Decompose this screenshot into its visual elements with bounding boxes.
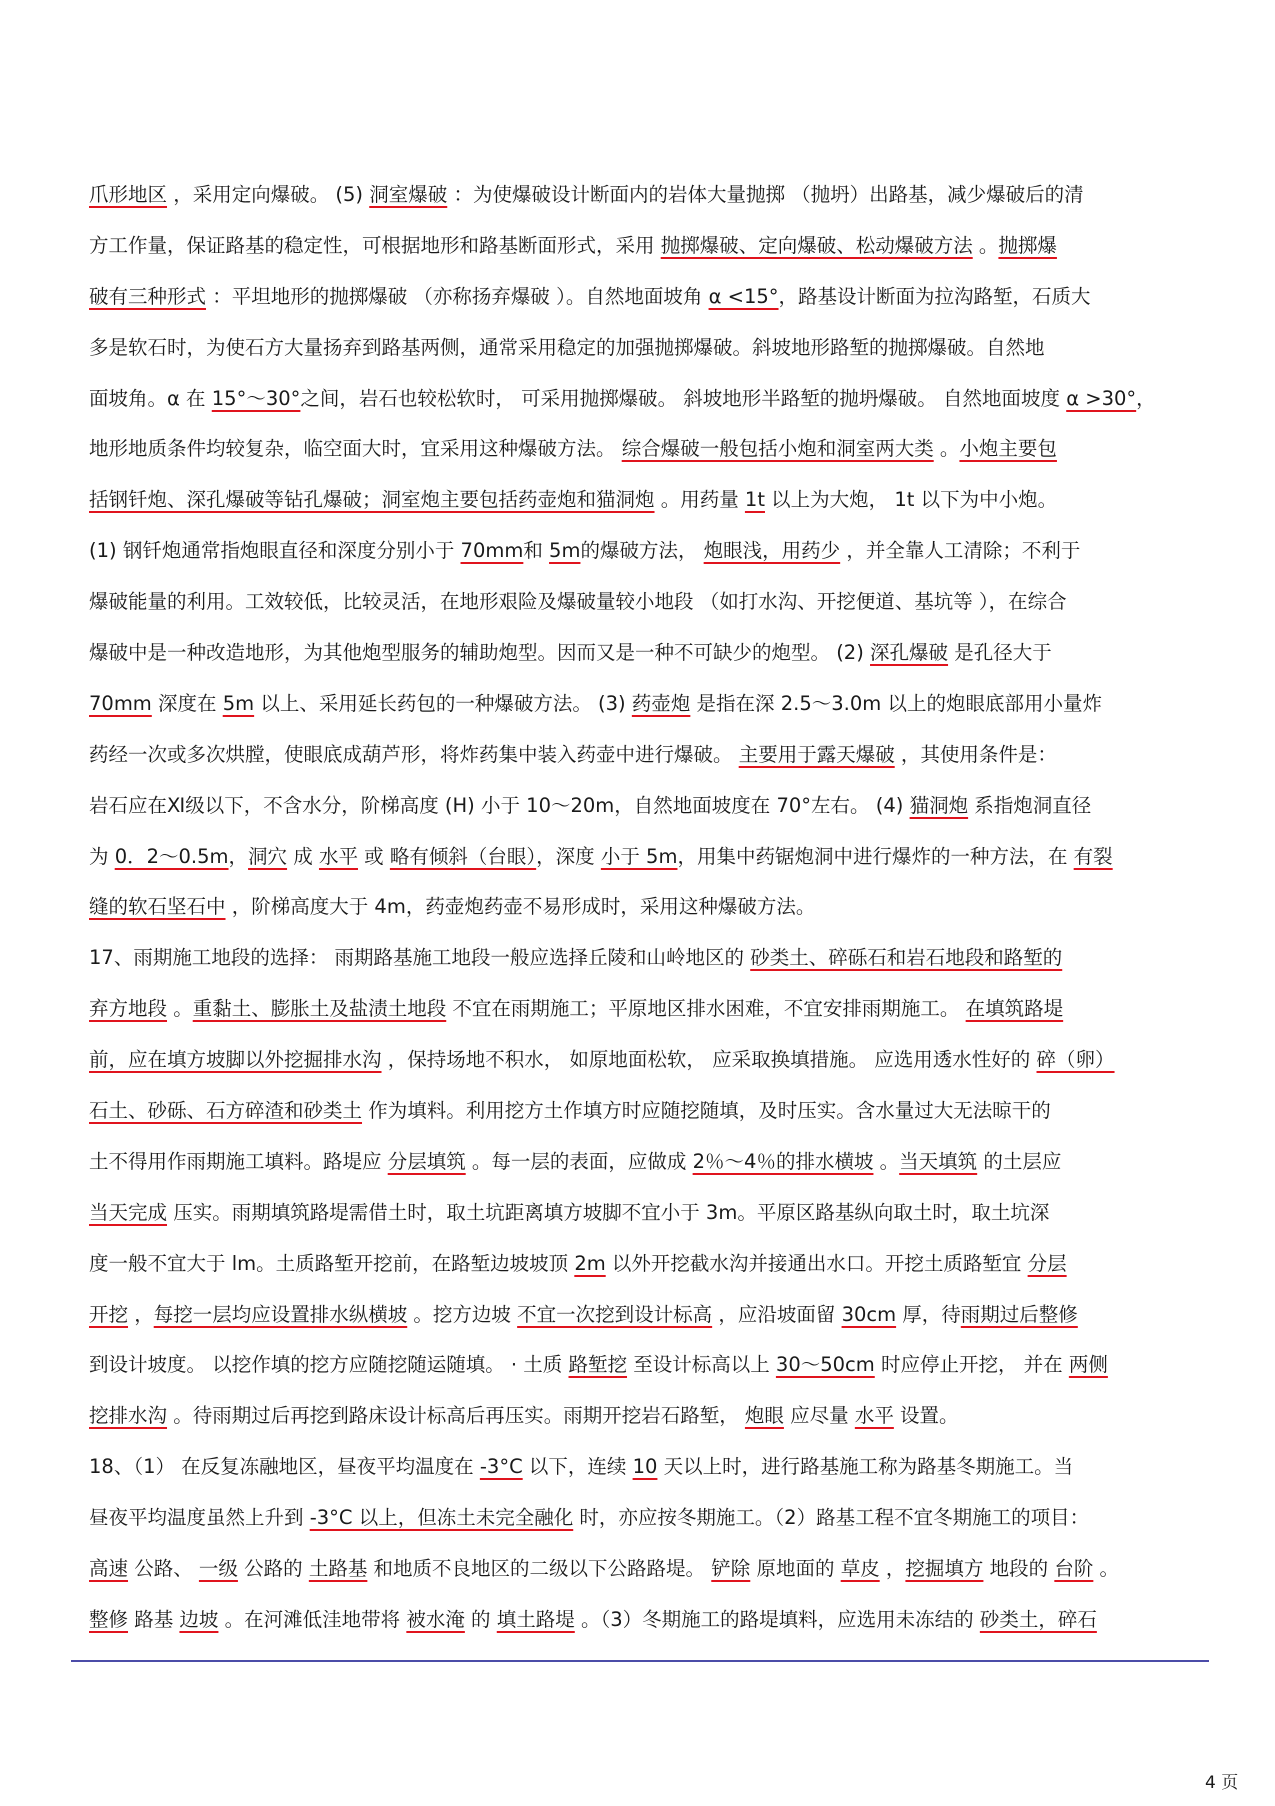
underlined-answer: 5m bbox=[222, 691, 255, 715]
text-line bbox=[89, 475, 1189, 526]
underlined-answer: α <15° bbox=[708, 284, 779, 308]
text-segment: 的 bbox=[464, 1607, 497, 1631]
underlined-answer: 洞室爆破 bbox=[369, 183, 448, 206]
text-segment: 以外开挖截水沟并接通出水口。开挖土质路堑宜 bbox=[605, 1251, 1028, 1275]
text-segment: 成 bbox=[287, 844, 319, 868]
text-segment: 以下，连续 bbox=[522, 1455, 633, 1479]
document-body bbox=[89, 170, 1189, 1646]
text-line bbox=[89, 1442, 1189, 1493]
text-line bbox=[89, 1239, 1189, 1290]
underlined-answer: 综合爆破一般包括小炮和洞室两大类 bbox=[621, 437, 934, 461]
text-segment: 岩石应在Ⅺ级以下，不含水分，阶梯高度 (H) 小于 10～20m，自然地面坡度在 70°左右。 (4) bbox=[89, 793, 910, 817]
text-segment: 应尽量 bbox=[783, 1404, 855, 1428]
text-line bbox=[89, 577, 1189, 628]
text-segment: ，用集中药锯炮洞中进行爆炸的一种方法，在 bbox=[677, 844, 1074, 868]
text-line bbox=[89, 1595, 1189, 1646]
text-segment: 。（3）冬期施工的路堤填料，应选用未冻结的 bbox=[574, 1607, 980, 1631]
text-segment: 是孔径大于 bbox=[948, 641, 1052, 665]
text-segment: 的爆破方法， bbox=[580, 539, 704, 563]
page-number: 4 页 bbox=[1205, 1773, 1239, 1793]
text-line bbox=[89, 323, 1189, 374]
text-segment: 系指炮洞直径 bbox=[968, 793, 1092, 817]
text-segment: ， bbox=[879, 1557, 906, 1581]
underlined-answer: 台阶 bbox=[1054, 1557, 1094, 1581]
text-segment: 或 bbox=[357, 844, 390, 868]
text-segment: ， bbox=[1136, 386, 1156, 410]
text-segment: ，阶梯高度大于 4m，药壶炮药壶不易形成时，采用这种爆破方法。 bbox=[225, 895, 816, 919]
underlined-answer: -3°C 以上，但冻土未完全融化 bbox=[309, 1506, 574, 1530]
underlined-answer: 弃方地段 bbox=[89, 997, 168, 1021]
text-segment: ， bbox=[128, 1302, 154, 1326]
underlined-answer: 15°～30° bbox=[211, 386, 301, 410]
underlined-answer: 70mm bbox=[460, 539, 524, 563]
text-segment: 。 bbox=[1093, 1557, 1120, 1581]
underlined-answer: 1t bbox=[744, 488, 765, 512]
underlined-answer: 一级 bbox=[198, 1557, 238, 1581]
text-line bbox=[89, 526, 1189, 577]
text-line bbox=[89, 1137, 1189, 1188]
underlined-answer: 边坡 bbox=[179, 1607, 219, 1631]
text-segment: 药经一次或多次烘膛，使眼底成葫芦形，将炸药集中装入药壶中进行爆破。 bbox=[89, 742, 739, 766]
underlined-answer: 略有倾斜（台眼） bbox=[389, 844, 537, 868]
underlined-answer: 不宜一次挖到设计标高 bbox=[517, 1302, 713, 1326]
underlined-answer: 水平 bbox=[318, 844, 358, 868]
underlined-answer: α >30° bbox=[1066, 386, 1137, 410]
text-segment: 是指在深 2.5～3.0m 以上的炮眼底部用小量炸 bbox=[690, 691, 1102, 715]
underlined-answer: 在填筑路堤 bbox=[965, 997, 1064, 1021]
underlined-answer: 括钢钎炮、深孔爆破等钻孔爆破；洞室炮主要包括药壶炮和猫洞炮 bbox=[89, 488, 655, 512]
text-segment: ，采用定向爆破。 (5) bbox=[167, 183, 370, 206]
text-segment: (1) 钢钎炮通常指炮眼直径和深度分别小于 bbox=[89, 539, 461, 563]
text-segment: 面坡角。α 在 bbox=[89, 386, 212, 410]
underlined-answer: 30cm bbox=[841, 1302, 897, 1326]
underlined-answer: 5m bbox=[549, 539, 581, 563]
text-line bbox=[89, 1086, 1189, 1137]
underlined-answer: 土路基 bbox=[308, 1557, 368, 1581]
underlined-answer: 药壶炮 bbox=[631, 691, 691, 715]
text-line bbox=[89, 221, 1189, 272]
text-segment: 。 bbox=[167, 997, 193, 1021]
text-segment: 作为填料。利用挖方土作填方时应随挖随填，及时压实。含水量过大无法晾干的 bbox=[362, 1099, 1051, 1123]
underlined-answer: 前，应在填方坡脚以外挖掘排水沟 bbox=[89, 1048, 382, 1072]
text-line bbox=[89, 933, 1189, 984]
underlined-answer: 填土路堤 bbox=[496, 1607, 575, 1631]
text-line bbox=[89, 1035, 1189, 1086]
text-segment: 路基 bbox=[128, 1607, 180, 1631]
text-segment: 原地面的 bbox=[750, 1557, 841, 1581]
text-segment: 。待雨期过后再挖到路床设计标高后再压实。雨期开挖岩石路堑， bbox=[167, 1404, 745, 1428]
text-segment: 和 bbox=[523, 539, 550, 563]
underlined-answer: 2m bbox=[574, 1251, 606, 1275]
text-line bbox=[89, 1188, 1189, 1239]
text-line bbox=[89, 628, 1189, 679]
text-segment: 天以上时，进行路基施工称为路基冬期施工。当 bbox=[657, 1455, 1074, 1479]
text-segment: 度一般不宜大于 lm。土质路堑开挖前，在路堑边坡坡顶 bbox=[89, 1251, 575, 1275]
underlined-answer: 挖排水沟 bbox=[89, 1404, 168, 1428]
text-line bbox=[89, 272, 1189, 323]
text-segment: 为 bbox=[89, 844, 115, 868]
text-segment: 的土层应 bbox=[977, 1149, 1062, 1173]
text-segment: 17、雨期施工地段的选择： 雨期路基施工地段一般应选择丘陵和山岭地区的 bbox=[89, 946, 751, 970]
text-segment: 。 bbox=[873, 1149, 900, 1173]
underlined-answer: 洞穴 bbox=[248, 844, 288, 868]
text-line bbox=[89, 374, 1189, 425]
text-segment: 公路的 bbox=[237, 1557, 309, 1581]
underlined-answer: 石土、砂砾、石方碎渣和砂类土 bbox=[89, 1099, 363, 1123]
text-line bbox=[89, 1290, 1189, 1341]
underlined-answer: 每挖一层均应设置排水纵横坡 bbox=[153, 1302, 408, 1326]
text-segment: 和地质不良地区的二级以下公路路堤。 bbox=[367, 1557, 712, 1581]
underlined-answer: 雨期过后整修 bbox=[960, 1302, 1078, 1326]
underlined-answer: 铲除 bbox=[711, 1557, 751, 1581]
underlined-answer: 0．2～0.5m bbox=[114, 844, 229, 868]
underlined-answer: 高速 bbox=[89, 1557, 129, 1581]
text-segment: ，路基设计断面为拉沟路堑，石质大 bbox=[778, 284, 1091, 308]
text-segment: ，其使用条件是： bbox=[894, 742, 1057, 766]
underlined-answer: 缝的软石坚石中 bbox=[89, 895, 226, 919]
text-line bbox=[89, 1391, 1189, 1442]
underlined-answer: 70mm bbox=[89, 691, 152, 715]
text-segment: 至设计标高以上 bbox=[627, 1353, 776, 1377]
underlined-answer: 砂类土，碎石 bbox=[979, 1607, 1097, 1631]
text-segment: 爆破能量的利用。工效较低，比较灵活，在地形艰险及爆破量较小地段 （如打水沟、开挖便道、基坑等 ），在综合 bbox=[89, 590, 1067, 614]
underlined-answer: 小于 5m bbox=[600, 844, 678, 868]
underlined-answer: 炮眼浅，用药少 bbox=[703, 539, 841, 563]
underlined-answer: 开挖 bbox=[89, 1302, 129, 1326]
underlined-answer: 抛掷爆 bbox=[998, 233, 1057, 257]
text-segment: 。 bbox=[933, 437, 960, 461]
text-segment: 土不得用作雨期施工填料。路堤应 bbox=[89, 1149, 388, 1173]
text-line bbox=[89, 170, 1189, 221]
underlined-answer: 有裂 bbox=[1073, 844, 1113, 868]
text-line bbox=[89, 424, 1189, 475]
text-line bbox=[89, 679, 1189, 730]
text-segment: 不宜在雨期施工；平原地区排水困难，不宜安排雨期施工。 bbox=[446, 997, 966, 1021]
text-segment: 深度在 bbox=[151, 691, 223, 715]
text-segment: 设置。 bbox=[893, 1404, 959, 1428]
underlined-answer: 被水淹 bbox=[406, 1607, 465, 1631]
text-segment: 地段的 bbox=[983, 1557, 1055, 1581]
footer-rule bbox=[71, 1660, 1209, 1662]
underlined-answer: 分层 bbox=[1027, 1251, 1067, 1275]
underlined-answer: 主要用于露天爆破 bbox=[738, 742, 895, 766]
text-segment: 。用药量 bbox=[654, 488, 745, 512]
text-segment: 地形地质条件均较复杂，临空面大时，宜采用这种爆破方法。 bbox=[89, 437, 622, 461]
underlined-answer: 整修 bbox=[89, 1607, 129, 1631]
text-segment: ：为使爆破设计断面内的岩体大量抛掷 （抛坍）出路基，减少爆破后的清 bbox=[447, 183, 1084, 206]
text-line bbox=[89, 1544, 1189, 1595]
underlined-answer: 草皮 bbox=[840, 1557, 880, 1581]
text-segment: 到设计坡度。 以挖作填的挖方应随挖随运随填。 · 土质 bbox=[89, 1353, 569, 1377]
text-segment: 。挖方边坡 bbox=[407, 1302, 518, 1326]
text-segment: ，保持场地不积水， 如原地面松软， 应采取换填措施。 应选用透水性好的 bbox=[381, 1048, 1037, 1072]
underlined-answer: 10 bbox=[632, 1455, 658, 1479]
text-segment: ，并全靠人工清除；不利于 bbox=[840, 539, 1081, 563]
text-line bbox=[89, 1340, 1189, 1391]
text-segment: 厚，待 bbox=[896, 1302, 961, 1326]
text-line bbox=[89, 1493, 1189, 1544]
underlined-answer: 碎（卵） bbox=[1036, 1048, 1115, 1072]
text-segment: 公路、 bbox=[128, 1557, 199, 1581]
text-segment: 。每一层的表面，应做成 bbox=[465, 1149, 693, 1173]
text-line bbox=[89, 882, 1189, 933]
text-segment: 多是软石时，为使石方大量扬弃到路基两侧，通常采用稳定的加强抛掷爆破。斜坡地形路堑的抛掷爆破。自然地 bbox=[89, 335, 1045, 359]
text-segment: 方工作量，保证路基的稳定性，可根据地形和路基断面形式，采用 bbox=[89, 233, 661, 257]
underlined-answer: 挖掘填方 bbox=[905, 1557, 984, 1581]
text-segment: ，应沿坡面留 bbox=[712, 1302, 842, 1326]
underlined-answer: 路堑挖 bbox=[568, 1353, 628, 1377]
text-segment: 之间，岩石也较松软时， 可采用抛掷爆破。 斜坡地形半路堑的抛坍爆破。 自然地面坡度 bbox=[300, 386, 1067, 410]
underlined-answer: 30～50cm bbox=[775, 1353, 875, 1377]
underlined-answer: 当天完成 bbox=[89, 1200, 168, 1224]
underlined-answer: 当天填筑 bbox=[899, 1149, 978, 1173]
underlined-answer: 炮眼 bbox=[744, 1404, 784, 1428]
text-segment: ：平坦地形的抛掷爆破 （亦称扬弃爆破 ）。自然地面坡角 bbox=[206, 284, 709, 308]
text-line bbox=[89, 730, 1189, 781]
underlined-answer: 深孔爆破 bbox=[870, 641, 949, 665]
text-segment: 以上、采用延长药包的一种爆破方法。 (3) bbox=[254, 691, 632, 715]
text-segment: 以上为大炮， 1t 以下为中小炮。 bbox=[764, 488, 1058, 512]
text-line bbox=[89, 984, 1189, 1035]
text-segment: 时应停止开挖， 并在 bbox=[874, 1353, 1069, 1377]
underlined-answer: 抛掷爆破、定向爆破、松动爆破方法 bbox=[660, 233, 973, 257]
text-segment: 昼夜平均温度虽然上升到 bbox=[89, 1506, 310, 1530]
text-segment: 。在河滩低洼地带将 bbox=[218, 1607, 407, 1631]
underlined-answer: 重黏土、膨胀土及盐渍土地段 bbox=[192, 997, 447, 1021]
underlined-answer: 破有三种形式 bbox=[89, 284, 207, 308]
text-segment: 。 bbox=[972, 233, 999, 257]
text-segment: 时，亦应按冬期施工。（2）路基工程不宜冬期施工的项目： bbox=[573, 1506, 1090, 1530]
text-segment: 爆破中是一种改造地形，为其他炮型服务的辅助炮型。因而又是一种不可缺少的炮型。 (2) bbox=[89, 641, 871, 665]
underlined-answer: 小炮主要包 bbox=[959, 437, 1057, 461]
text-segment: 18、（1） 在反复冻融地区，昼夜平均温度在 bbox=[89, 1455, 480, 1479]
text-segment: ，深度 bbox=[536, 844, 601, 868]
underlined-answer: 砂类土、碎砾石和岩石地段和路堑的 bbox=[750, 946, 1063, 970]
underlined-answer: 2％～4％的排水横坡 bbox=[692, 1149, 874, 1173]
underlined-answer: -3°C bbox=[479, 1455, 523, 1479]
text-line bbox=[89, 781, 1189, 832]
text-segment: ， bbox=[228, 844, 249, 868]
underlined-answer: 水平 bbox=[854, 1404, 894, 1428]
text-segment: 压实。雨期填筑路堤需借土时，取土坑距离填方坡脚不宜小于 3m。平原区路基纵向取土时，取土坑深 bbox=[167, 1200, 1050, 1224]
underlined-answer: 爪形地区 bbox=[89, 183, 168, 206]
underlined-answer: 猫洞炮 bbox=[909, 793, 969, 817]
text-line bbox=[89, 832, 1189, 883]
underlined-answer: 分层填筑 bbox=[387, 1149, 466, 1173]
underlined-answer: 两侧 bbox=[1068, 1353, 1108, 1377]
